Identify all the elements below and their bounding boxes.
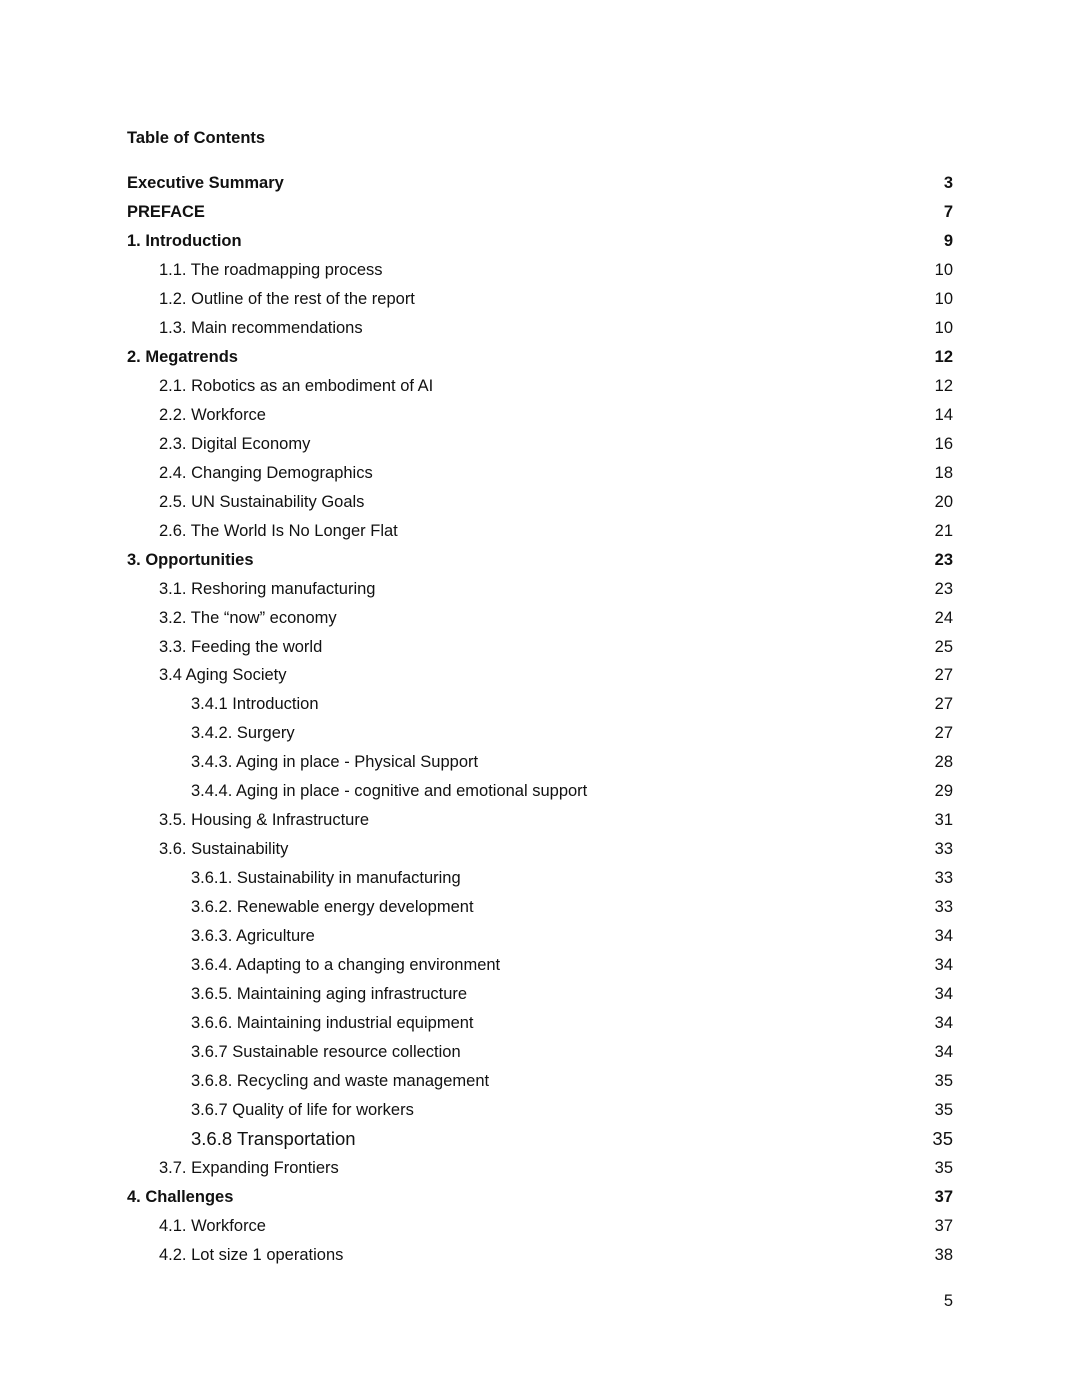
toc-title: Table of Contents: [127, 129, 266, 147]
toc-entry[interactable]: [0, 985, 1080, 1014]
toc-entry-page: 35: [934, 1072, 953, 1091]
toc-entry[interactable]: [0, 551, 1080, 580]
toc-entry-label[interactable]: 3.3. Feeding the world: [159, 637, 323, 656]
toc-entry-label[interactable]: 1.3. Main recommendations: [159, 318, 363, 337]
toc-entry-page: 37: [934, 1216, 953, 1235]
toc-entry[interactable]: [0, 493, 1080, 522]
toc-entry-label[interactable]: 3.6.3. Agriculture: [191, 927, 315, 946]
toc-entry[interactable]: [0, 840, 1080, 869]
page-number: 5: [943, 1292, 953, 1310]
toc-entry[interactable]: [0, 1014, 1080, 1043]
toc-entry-page: 12: [934, 347, 953, 366]
toc-entry-label[interactable]: 1.2. Outline of the rest of the report: [159, 289, 415, 308]
toc-entry[interactable]: [0, 377, 1080, 406]
toc-entry-label[interactable]: 1. Introduction: [127, 231, 242, 250]
toc-entry[interactable]: [0, 232, 1080, 261]
toc-entry-label[interactable]: 2.3. Digital Economy: [159, 434, 311, 453]
toc-entry-page: 9: [943, 231, 953, 250]
toc-entry[interactable]: [0, 609, 1080, 638]
toc-entry[interactable]: [0, 406, 1080, 435]
toc-entry-page: 33: [934, 869, 953, 888]
toc-entry-page: 28: [934, 753, 953, 772]
toc-entry[interactable]: [0, 580, 1080, 609]
toc-entry-page: 35: [934, 1158, 953, 1177]
toc-entry-page: 37: [934, 1187, 953, 1206]
toc-list: [0, 174, 1080, 1275]
toc-entry-page: 34: [934, 956, 953, 975]
toc-entry-page: 34: [934, 985, 953, 1004]
toc-entry-label[interactable]: 2.6. The World Is No Longer Flat: [159, 521, 398, 540]
toc-entry-label[interactable]: 3.5. Housing & Infrastructure: [159, 811, 370, 830]
toc-entry-page: 23: [934, 550, 953, 569]
toc-entry[interactable]: [0, 782, 1080, 811]
toc-entry-label[interactable]: 2.2. Workforce: [159, 405, 266, 424]
toc-entry[interactable]: [0, 319, 1080, 348]
toc-entry-label[interactable]: 2.4. Changing Demographics: [159, 463, 373, 482]
toc-entry-label[interactable]: 1.1. The roadmapping process: [159, 260, 383, 279]
toc-entry-page: 7: [943, 202, 953, 221]
toc-entry[interactable]: [0, 348, 1080, 377]
toc-entry-page: 34: [934, 927, 953, 946]
toc-entry[interactable]: [0, 695, 1080, 724]
toc-entry-page: 21: [934, 521, 953, 540]
toc-entry-page: 10: [934, 318, 953, 337]
toc-entry-label[interactable]: 3.6.2. Renewable energy development: [191, 898, 474, 917]
toc-entry-page: 18: [934, 463, 953, 482]
toc-entry[interactable]: [0, 927, 1080, 956]
toc-entry-page: 35: [934, 1101, 953, 1119]
toc-entry-label[interactable]: 3.6.7 Quality of life for workers: [191, 1101, 414, 1119]
toc-entry-page: 10: [934, 289, 953, 308]
toc-entry-label[interactable]: 4.1. Workforce: [159, 1216, 266, 1235]
toc-entry-label[interactable]: 4.2. Lot size 1 operations: [159, 1245, 344, 1264]
toc-entry[interactable]: [0, 1101, 1080, 1130]
toc-entry-page: 25: [934, 637, 953, 656]
toc-entry-label[interactable]: 3. Opportunities: [127, 550, 254, 569]
toc-entry[interactable]: [0, 753, 1080, 782]
toc-entry-label[interactable]: 3.4.3. Aging in place - Physical Support: [191, 753, 479, 772]
toc-entry[interactable]: [0, 898, 1080, 927]
toc-entry-label[interactable]: 3.6.7 Sustainable resource collection: [191, 1043, 461, 1062]
toc-entry-page: 27: [934, 695, 953, 714]
toc-entry[interactable]: [0, 638, 1080, 667]
toc-entry[interactable]: [0, 435, 1080, 464]
toc-entry-label[interactable]: 3.6.8. Recycling and waste management: [191, 1072, 490, 1091]
toc-entry[interactable]: [0, 666, 1080, 695]
toc-entry[interactable]: [0, 956, 1080, 985]
toc-entry-page: 27: [934, 666, 953, 685]
toc-entry-label[interactable]: Executive Summary: [127, 174, 284, 192]
toc-entry-page: 23: [934, 579, 953, 598]
toc-entry-label[interactable]: PREFACE: [127, 202, 205, 221]
toc-entry-page: 34: [934, 1043, 953, 1062]
toc-entry[interactable]: [0, 1127, 1080, 1159]
toc-entry-page: 14: [934, 405, 953, 424]
toc-entry[interactable]: [0, 464, 1080, 493]
toc-entry-page: 27: [934, 724, 953, 743]
toc-entry-page: 33: [934, 898, 953, 917]
toc-entry-label[interactable]: 4. Challenges: [127, 1187, 234, 1206]
toc-entry-page: 38: [934, 1245, 953, 1264]
toc-entry[interactable]: [0, 811, 1080, 840]
toc-entry-label[interactable]: 2.1. Robotics as an embodiment of AI: [159, 376, 434, 395]
toc-entry-label[interactable]: 3.4.2. Surgery: [191, 724, 295, 743]
toc-entry-page: 33: [934, 840, 953, 859]
toc-entry-page: 20: [934, 492, 953, 511]
toc-entry-page: 10: [934, 260, 953, 279]
toc-entry-label[interactable]: 3.4.1 Introduction: [191, 695, 319, 714]
toc-entry-page: 12: [934, 376, 953, 395]
toc-entry-label[interactable]: 3.1. Reshoring manufacturing: [159, 579, 376, 598]
toc-entry[interactable]: [0, 724, 1080, 753]
toc-entry-label[interactable]: 3.6. Sustainability: [159, 840, 289, 859]
toc-entry-label[interactable]: 2. Megatrends: [127, 347, 238, 366]
toc-entry-label[interactable]: 3.7. Expanding Frontiers: [159, 1158, 339, 1177]
toc-entry-label[interactable]: 3.4 Aging Society: [159, 666, 287, 685]
toc-entry[interactable]: [0, 174, 1080, 203]
toc-entry[interactable]: [0, 203, 1080, 232]
toc-entry-page: 34: [934, 1014, 953, 1033]
toc-entry-label[interactable]: 2.5. UN Sustainability Goals: [159, 492, 365, 511]
toc-entry[interactable]: [0, 1217, 1080, 1246]
toc-entry[interactable]: [0, 1246, 1080, 1275]
toc-entry-page: 3: [943, 174, 953, 192]
toc-entry[interactable]: [0, 1043, 1080, 1072]
toc-entry-label[interactable]: 3.2. The “now” economy: [159, 608, 337, 627]
toc-entry[interactable]: [0, 261, 1080, 290]
toc-entry[interactable]: [0, 522, 1080, 551]
toc-entry[interactable]: [0, 1159, 1080, 1188]
toc-entry[interactable]: [0, 1188, 1080, 1217]
toc-entry[interactable]: [0, 1072, 1080, 1101]
toc-entry-page: 16: [934, 434, 953, 453]
toc-entry-label[interactable]: 3.6.5. Maintaining aging infrastructure: [191, 985, 468, 1004]
toc-entry-label[interactable]: 3.6.6. Maintaining industrial equipment: [191, 1014, 474, 1033]
toc-entry-page: 31: [934, 811, 953, 830]
toc-entry-page: 24: [934, 608, 953, 627]
toc-entry-page: 29: [934, 782, 953, 801]
toc-entry[interactable]: [0, 290, 1080, 319]
toc-entry-page: 35: [932, 1127, 953, 1149]
toc-entry[interactable]: [0, 869, 1080, 898]
toc-entry-label[interactable]: 3.6.4. Adapting to a changing environment: [191, 956, 501, 975]
toc-entry-label[interactable]: 3.4.4. Aging in place - cognitive and emotional support: [191, 782, 588, 801]
toc-entry-label[interactable]: 3.6.8 Transportation: [191, 1127, 356, 1149]
toc-entry-label[interactable]: 3.6.1. Sustainability in manufacturing: [191, 869, 461, 888]
